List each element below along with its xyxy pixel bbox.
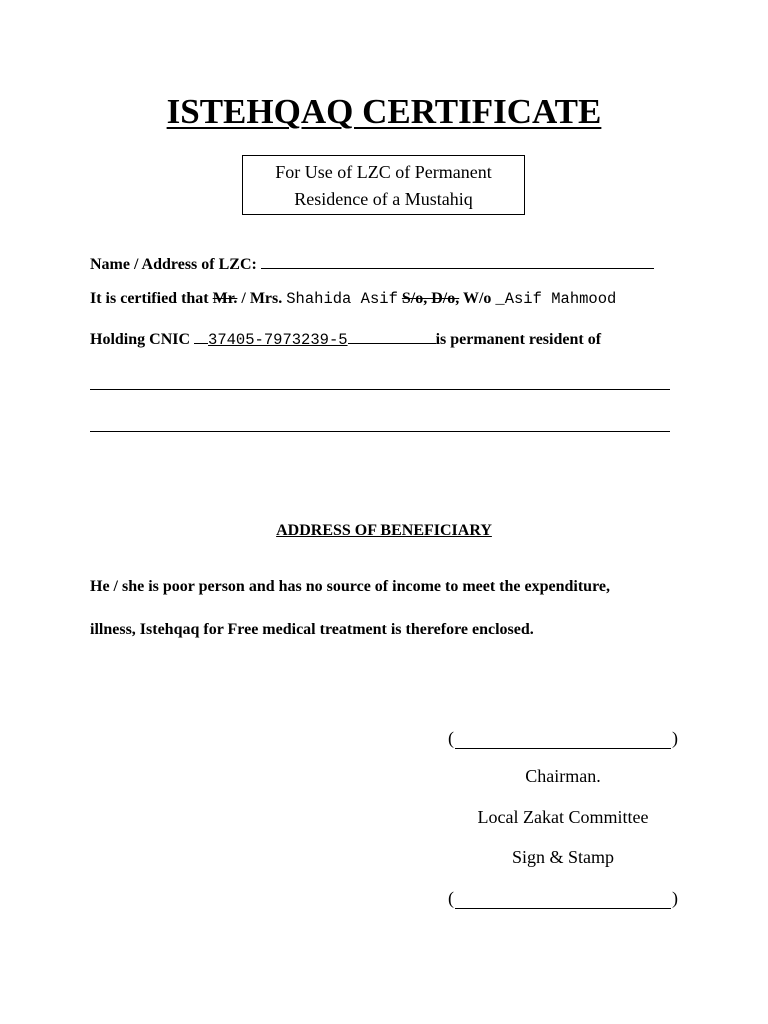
signature-line-top[interactable]: ( ) — [448, 728, 678, 748]
purpose-line-1: For Use of LZC of Permanent — [275, 162, 492, 182]
residence-address-line-1[interactable] — [90, 389, 670, 390]
permanent-resident-label: is permanent resident of — [435, 331, 602, 348]
certified-prefix: It is certified that — [90, 290, 209, 307]
signature-blank-bottom[interactable] — [455, 892, 671, 909]
sign-stamp-label: Sign & Stamp — [511, 847, 614, 867]
mr-struck: Mr. — [212, 290, 238, 307]
lzc-name-address-label: Name / Address of LZC: — [90, 256, 257, 273]
statement-line-1: He / she is poor person and has no source of income to meet the expenditure, — [90, 578, 610, 595]
lzc-name-address-row — [90, 254, 654, 274]
relation-struck: S/o, D/o, — [401, 290, 460, 307]
husband-name-value: Asif Mahmood — [504, 290, 617, 308]
address-of-beneficiary-heading: ADDRESS OF BENEFICIARY — [276, 522, 492, 539]
lzc-name-address-blank[interactable] — [261, 254, 654, 269]
signatory-title: Chairman. — [525, 766, 601, 786]
purpose-line-2: Residence of a Mustahiq — [294, 189, 473, 209]
residence-address-line-2[interactable] — [90, 431, 670, 432]
purpose-box — [242, 155, 525, 215]
husband-name-field[interactable]: _Asif Mahmood — [495, 290, 617, 308]
statement-line-2: illness, Istehqaq for Free medical treatment is therefore enclosed. — [90, 621, 534, 638]
certificate-title: ISTEHQAQ CERTIFICATE — [166, 92, 602, 131]
holding-cnic-label: Holding CNIC — [90, 331, 191, 348]
applicant-name-field[interactable]: Shahida Asif — [286, 290, 398, 308]
cnic-blank-right — [348, 329, 436, 344]
mrs-label: / Mrs. — [241, 290, 283, 307]
wo-label: W/o — [462, 290, 492, 307]
cnic-number-field[interactable]: 37405-7973239-5 — [208, 331, 348, 349]
certified-row — [90, 290, 616, 308]
signature-line-bottom[interactable]: ( ) — [448, 888, 678, 908]
committee-name: Local Zakat Committee — [477, 807, 649, 827]
cnic-row — [90, 329, 601, 349]
signature-blank-top[interactable] — [455, 732, 671, 749]
cnic-blank-left — [194, 329, 208, 344]
